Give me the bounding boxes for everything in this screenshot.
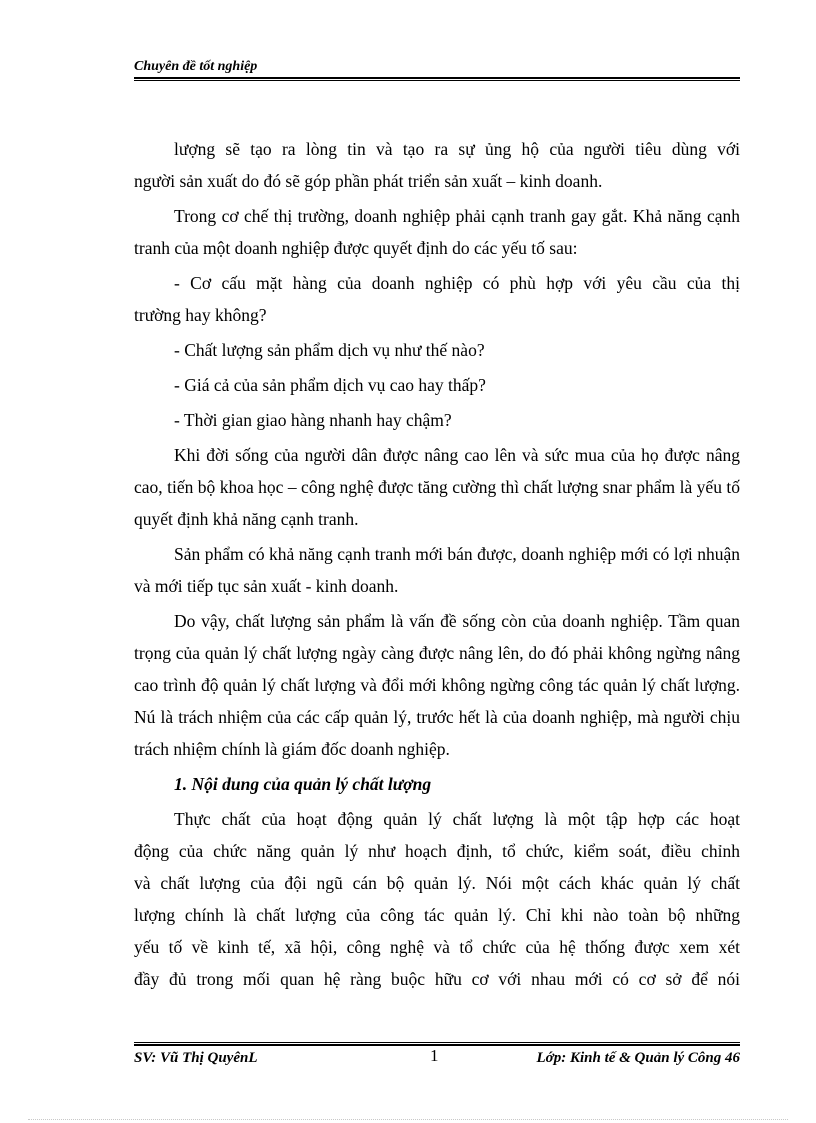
paragraph-6-line-3: và chất lượng của đội ngũ cán bộ quản lý. Nói một cách khác quản lý chất xyxy=(134,873,740,893)
bullet-4: - Thời gian giao hàng nhanh hay chậm? xyxy=(174,410,452,430)
section-heading: 1. Nội dung của quản lý chất lượng xyxy=(174,774,432,794)
page-header-title: Chuyên đề tốt nghiệp xyxy=(134,59,258,74)
paragraph-6-line-4: lượng chính là chất lượng của công tác quản lý. Chỉ khi nào toàn bộ những xyxy=(134,905,740,925)
paragraph-6-line-1: Thực chất của hoạt động quản lý chất lượng là một tập hợp các hoạt xyxy=(174,809,740,829)
paragraph-6-line-2: động của chức năng quản lý như hoạch định, tổ chức, kiểm soát, điều chỉnh xyxy=(134,841,740,861)
document-body xyxy=(134,133,740,995)
footer-rule-thin xyxy=(134,1042,740,1043)
footer-student: SV: Vũ Thị QuyênL xyxy=(134,1050,258,1066)
header-rule xyxy=(134,77,740,79)
paragraph-6-line-5: yếu tố về kinh tế, xã hội, công nghệ và tổ chức của hệ thống được xem xét xyxy=(134,937,740,957)
paragraph-1-line-2: người sản xuất do đó sẽ góp phần phát triển sản xuất – kinh doanh. xyxy=(134,171,603,191)
header-rule-thin xyxy=(134,80,740,81)
footer-page-number: 1 xyxy=(430,1046,439,1065)
paragraph-4: Sản phẩm có khả năng cạnh tranh mới bán được, doanh nghiệp mới có lợi nhuận và mới tiếp tục sản xuất - kinh doanh. xyxy=(134,544,740,596)
bullet-1-line-1: - Cơ cấu mặt hàng của doanh nghiệp có phù hợp với yêu cầu của thị xyxy=(174,273,740,293)
paragraph-5: Do vậy, chất lượng sản phẩm là vấn đề sống còn của doanh nghiệp. Tầm quan trọng của quản lý chất lượng ngày càng được nâng lên, do đó phải không ngừng nâng cao trình độ quản lý chất lượng và đổi mới không ngừng công tác quản lý chất lượng. Nú là trách nhiệm của các cấp quản lý, trước hết là của doanh nghiệp, mà người chịu trách nhiệm chính là giám đốc doanh nghiệp. xyxy=(134,611,740,759)
bullet-1-line-2: trường hay không? xyxy=(134,305,267,325)
paragraph-6-line-6: đầy đủ trong mối quan hệ ràng buộc hữu cơ với nhau mới có cơ sở để nói xyxy=(134,969,740,989)
paragraph-1-line-1: lượng sẽ tạo ra lòng tin và tạo ra sự ủng hộ của người tiêu dùng với xyxy=(174,139,740,159)
bullet-2: - Chất lượng sản phẩm dịch vụ như thế nào? xyxy=(174,340,485,360)
footer-class: Lớp: Kinh tế & Quản lý Công 46 xyxy=(536,1050,740,1066)
paragraph-3: Khi đời sống của người dân được nâng cao lên và sức mua của họ được nâng cao, tiến bộ khoa học – công nghệ được tăng cường thì chất lượng snar phẩm là yếu tố quyết định khả năng cạnh tranh. xyxy=(134,445,740,529)
page-edge-dotted-line xyxy=(28,1119,788,1120)
paragraph-2: Trong cơ chế thị trường, doanh nghiệp phải cạnh tranh gay gắt. Khả năng cạnh tranh của một doanh nghiệp được quyết định do các yếu tố sau: xyxy=(134,206,740,258)
page-footer xyxy=(134,1048,740,1068)
bullet-3: - Giá cả của sản phẩm dịch vụ cao hay thấp? xyxy=(174,375,486,395)
